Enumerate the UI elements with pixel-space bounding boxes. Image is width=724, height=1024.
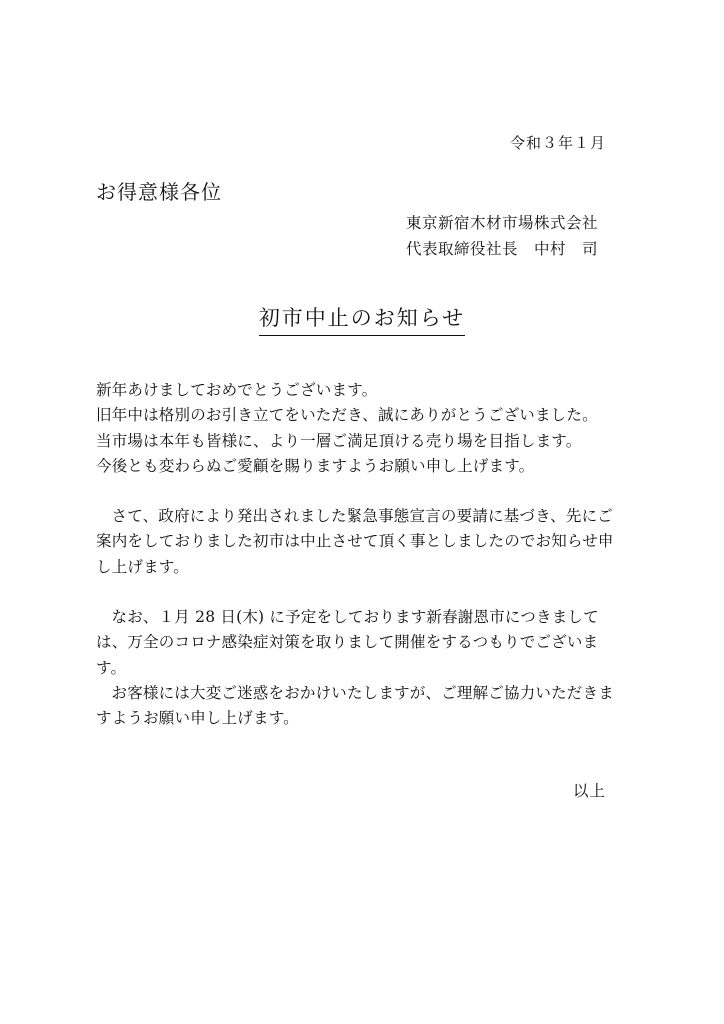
letter-date: 令和３年１月	[509, 134, 606, 152]
sender-company: 東京新宿木材市場株式会社	[406, 214, 599, 232]
paragraph-cancellation: さて、政府により発出されました緊急事態宣言の要請に基づき、先にご案内をしておりました初市は中止させて頂く事としましたのでお知らせ申し上げます。	[96, 507, 614, 576]
paragraph-aim: 当市場は本年も皆様に、より一層ご満足頂ける売り場を目指します。	[96, 431, 582, 450]
document-title-wrapper	[0, 305, 724, 336]
closing-mark: 以上	[572, 782, 606, 800]
sender-representative: 代表取締役社長 中村 司	[406, 240, 599, 258]
paragraph-event-notice: なお、１月 28 日(木) に予定をしております新春謝恩市につきましては、万全のコロナ感染症対策を取りまして開催をするつもりでございます。	[96, 608, 599, 677]
paragraph-request: 今後とも変わらぬご愛顧を賜りますようお願い申し上げます。	[96, 456, 535, 475]
letter-body	[96, 378, 614, 732]
paragraph-thanks: 旧年中は格別のお引き立てをいただき、誠にありがとうございました。	[96, 406, 598, 425]
document-title: 初市中止のお知らせ	[259, 305, 465, 336]
addressee: お得意様各位	[96, 180, 222, 204]
paragraph-greeting: 新年あけましておめでとうございます。	[96, 381, 378, 399]
paragraph-apology: お客様には大変ご迷惑をおかけいたしますが、ご理解ご協力いただきますようお願い申し上げます。	[96, 683, 614, 728]
sender-block	[406, 210, 598, 262]
